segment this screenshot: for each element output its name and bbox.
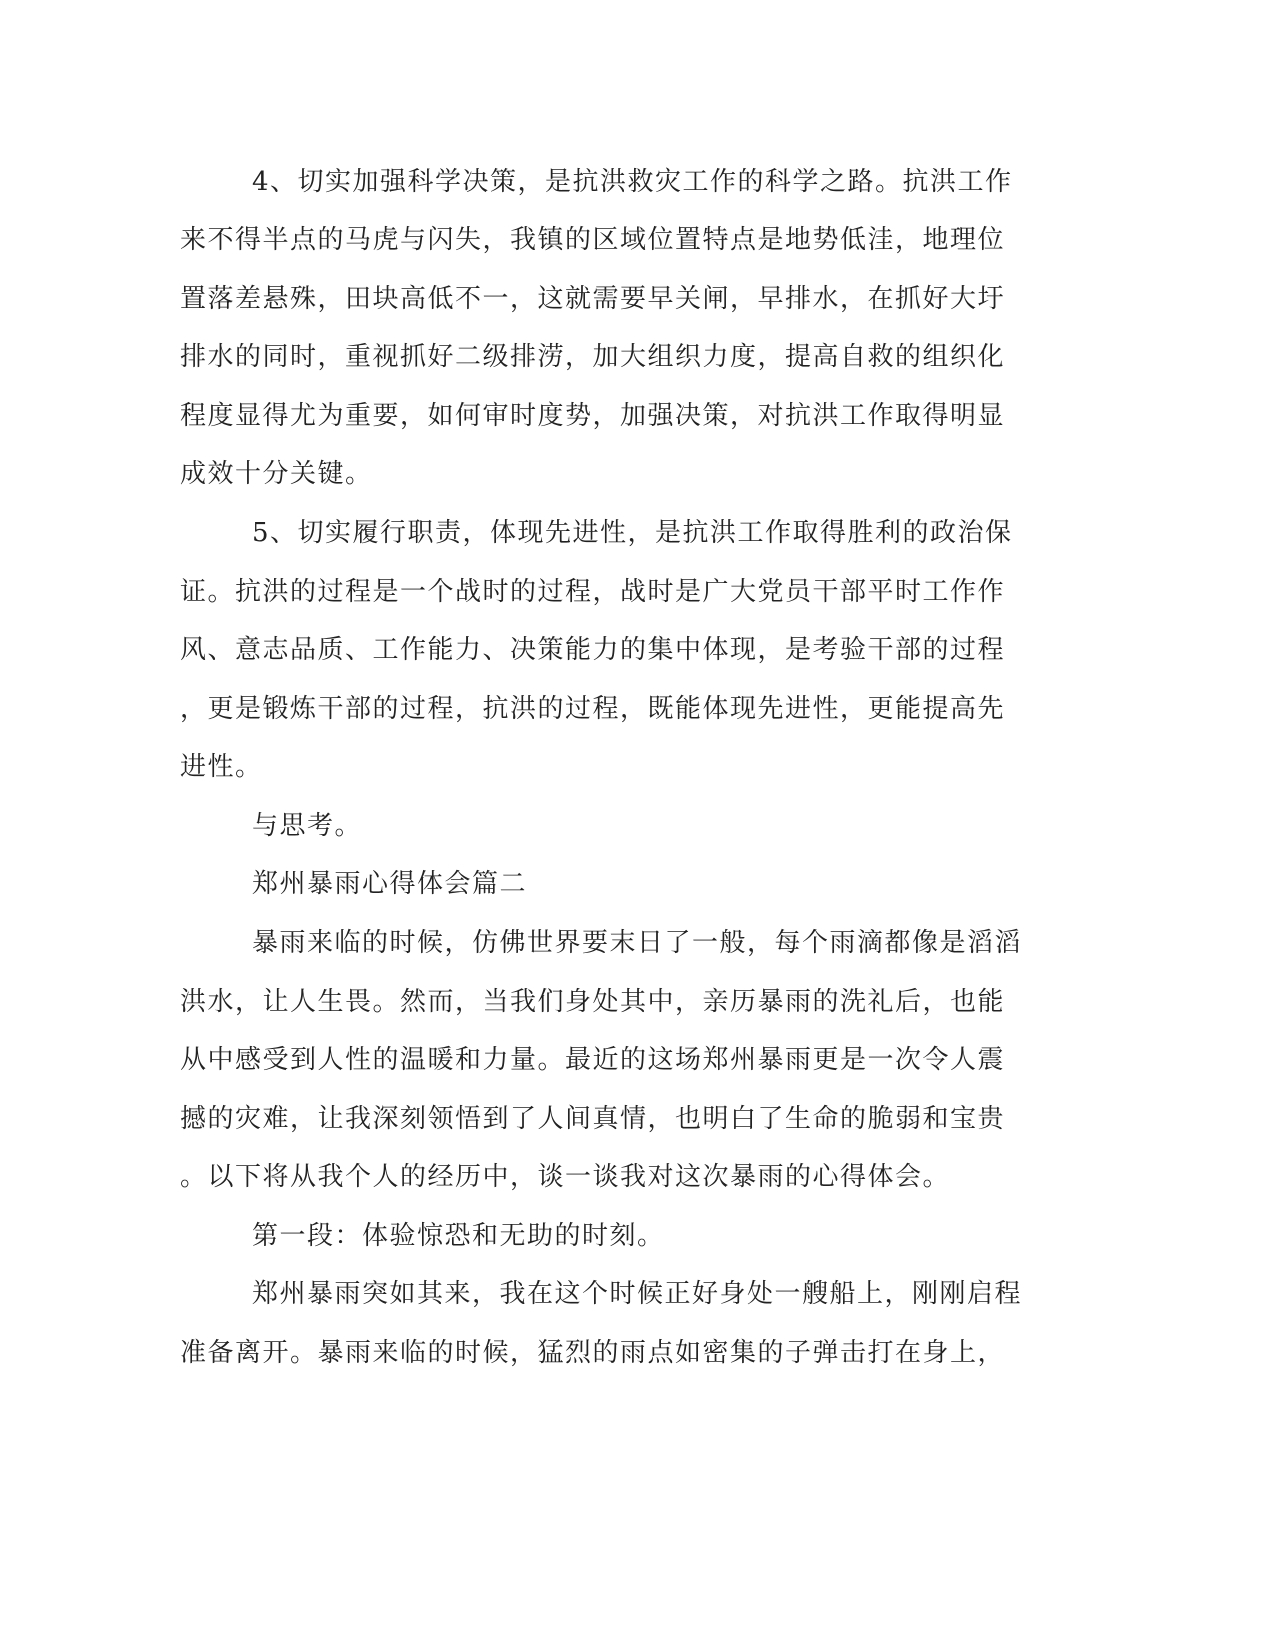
- text-line: 洪水，让人生畏。然而，当我们身处其中，亲历暴雨的洗礼后，也能: [180, 987, 1006, 1017]
- text-line: 证。抗洪的过程是一个战时的过程，战时是广大党员干部平时工作作: [180, 577, 1006, 607]
- text-line: 5、切实履行职责，体现先进性，是抗洪工作取得胜利的政治保: [252, 518, 1013, 548]
- text-line: 从中感受到人性的温暖和力量。最近的这场郑州暴雨更是一次令人震: [180, 1045, 1006, 1075]
- text-line: 进性。: [180, 752, 263, 782]
- text-line: 来不得半点的马虎与闪失，我镇的区域位置特点是地势低洼，地理位: [180, 225, 1006, 255]
- reflection-line: 与思考。: [252, 811, 363, 841]
- text-line: 暴雨来临的时候，仿佛世界要末日了一般，每个雨滴都像是滔滔: [252, 928, 1023, 958]
- text-line: 排水的同时，重视抓好二级排涝，加大组织力度，提高自救的组织化: [180, 342, 1006, 372]
- text-line: ，更是锻炼干部的过程，抗洪的过程，既能体现先进性，更能提高先: [180, 694, 1006, 724]
- text-line: 置落差悬殊，田块高低不一，这就需要早关闸，早排水，在抓好大圩: [180, 284, 1006, 314]
- text-line: 郑州暴雨突如其来，我在这个时候正好身处一艘船上，刚刚启程: [252, 1279, 1023, 1309]
- text-line: 成效十分关键。: [180, 459, 373, 489]
- segment-heading: 第一段：体验惊恐和无助的时刻。: [252, 1221, 665, 1251]
- text-line: 程度显得尤为重要，如何审时度势，加强决策，对抗洪工作取得明显: [180, 401, 1006, 431]
- text-line: 撼的灾难，让我深刻领悟到了人间真情，也明白了生命的脆弱和宝贵: [180, 1104, 1006, 1134]
- text-line: 准备离开。暴雨来临的时候，猛烈的雨点如密集的子弹击打在身上，: [180, 1338, 1006, 1368]
- text-line: 4、切实加强科学决策，是抗洪救灾工作的科学之路。抗洪工作: [252, 167, 1013, 197]
- section-title: 郑州暴雨心得体会篇二: [252, 869, 528, 899]
- text-line: 风、意志品质、工作能力、决策能力的集中体现，是考验干部的过程: [180, 635, 1006, 665]
- text-line: 。以下将从我个人的经历中，谈一谈我对这次暴雨的心得体会。: [180, 1162, 951, 1192]
